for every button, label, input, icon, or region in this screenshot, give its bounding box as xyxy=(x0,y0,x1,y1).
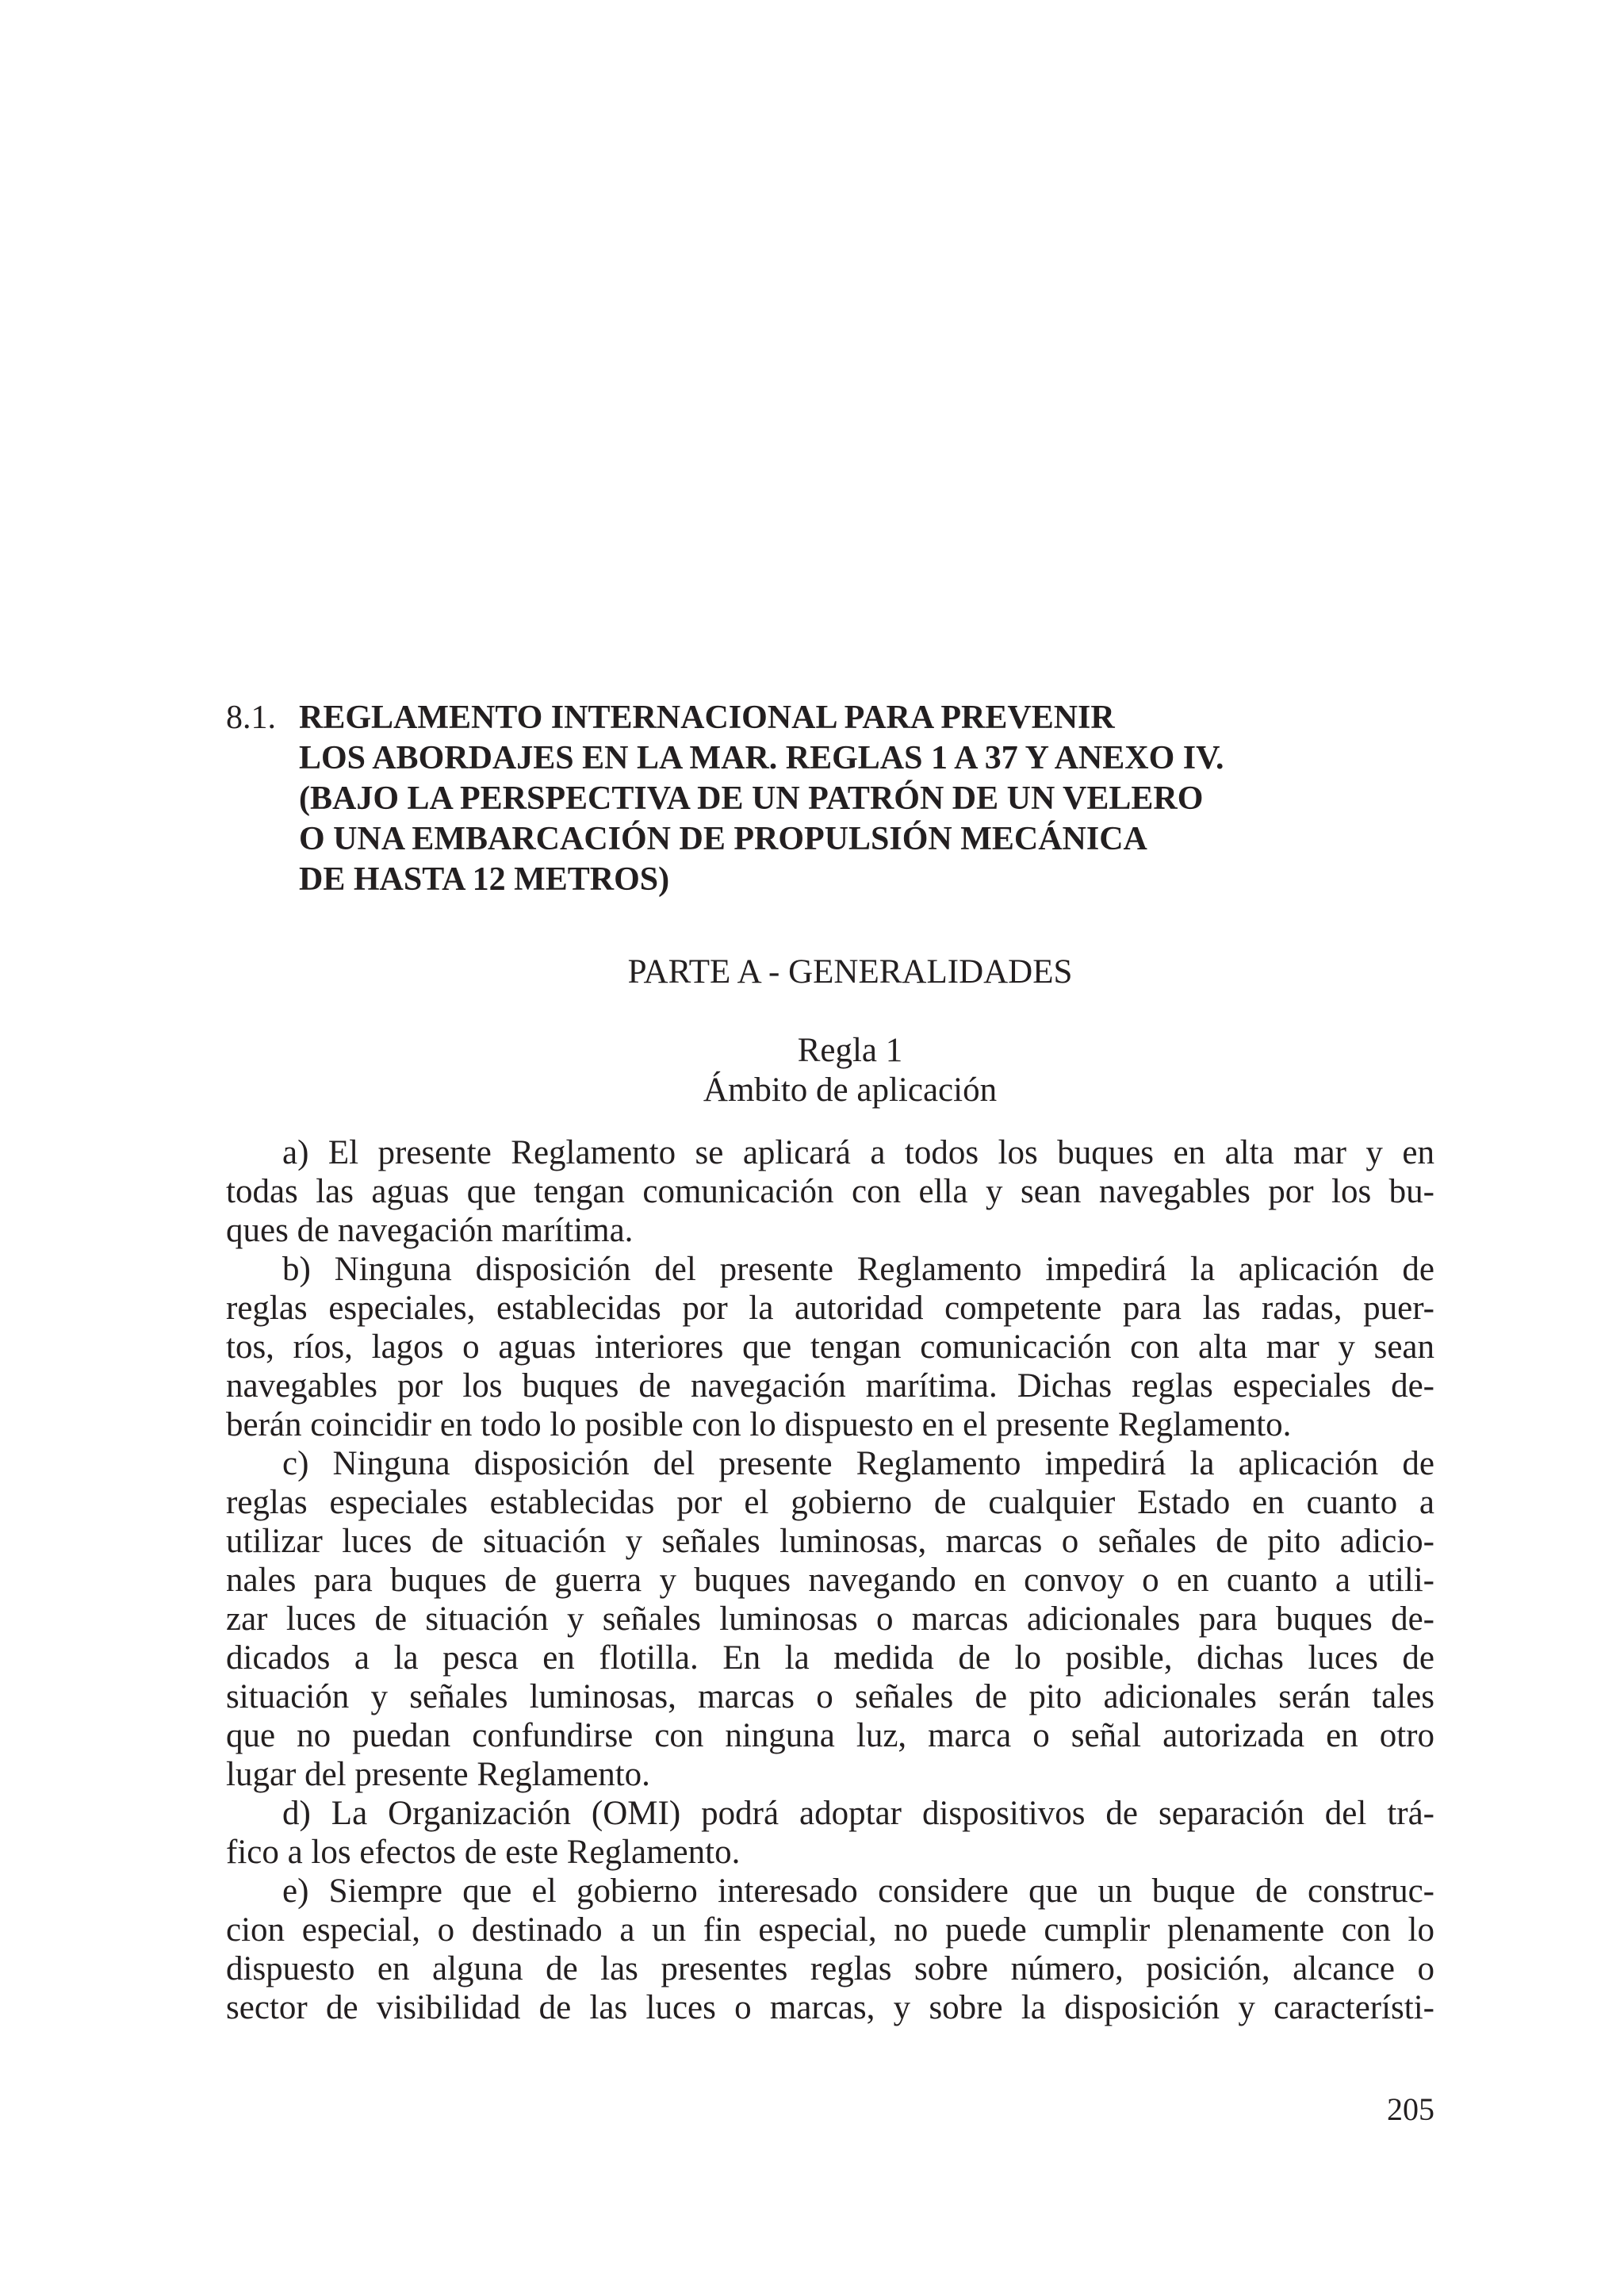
paragraph-line: sector de visibilidad de las luces o marcas, y sobre la disposición y característi- xyxy=(226,1989,1434,2026)
body-text xyxy=(226,1133,1434,2027)
rule-name: Ámbito de aplicación xyxy=(703,1071,998,1109)
paragraph-line: c) Ninguna disposición del presente Reglamento impedirá la aplicación de xyxy=(282,1445,1434,1482)
paragraph-line: utilizar luces de situación y señales luminosas, marcas o señales de pito adicio- xyxy=(226,1523,1434,1560)
section-title xyxy=(299,698,1441,900)
paragraph xyxy=(226,1133,1434,1250)
paragraph-line: situación y señales luminosas, marcas o señales de pito adicionales serán tales xyxy=(226,1678,1434,1715)
paragraph-line: dispuesto en alguna de las presentes reglas sobre número, posición, alcance o xyxy=(226,1950,1434,1987)
paragraph-line: nales para buques de guerra y buques navegando en convoy o en cuanto a utili- xyxy=(226,1562,1434,1599)
paragraph xyxy=(226,1250,1434,1444)
paragraph-line: fico a los efectos de este Reglamento. xyxy=(226,1834,741,1871)
paragraph-line: berán coincidir en todo lo posible con lo dispuesto en el presente Reglamento. xyxy=(226,1406,1292,1443)
paragraph-line: reglas especiales, establecidas por la autoridad competente para las radas, puer- xyxy=(226,1290,1434,1327)
rule-number: Regla 1 xyxy=(797,1032,903,1069)
section-title-line: (BAJO LA PERSPECTIVA DE UN PATRÓN DE UN VELERO xyxy=(299,780,1204,817)
paragraph-line: a) El presente Reglamento se aplicará a todos los buques en alta mar y en xyxy=(282,1134,1434,1171)
rule-title xyxy=(226,1031,1434,1110)
paragraph-line: lugar del presente Reglamento. xyxy=(226,1756,650,1793)
paragraph-line: todas las aguas que tengan comunicación con ella y sean navegables por los bu- xyxy=(226,1173,1434,1210)
section-title-line: DE HASTA 12 METROS) xyxy=(299,861,670,898)
paragraph-line: reglas especiales establecidas por el gobierno de cualquier Estado en cuanto a xyxy=(226,1484,1434,1521)
section-number: 8.1. xyxy=(226,700,276,736)
paragraph-line: tos, ríos, lagos o aguas interiores que tengan comunicación con alta mar y sean xyxy=(226,1328,1434,1366)
paragraph xyxy=(226,1444,1434,1794)
paragraph-line: que no puedan confundirse con ninguna luz, marca o señal autorizada en otro xyxy=(226,1717,1434,1754)
paragraph-line: ques de navegación marítima. xyxy=(226,1212,634,1249)
paragraph-line: e) Siempre que el gobierno interesado considere que un buque de construc- xyxy=(282,1872,1434,1910)
paragraph-line: cion especial, o destinado a un fin especial, no puede cumplir plenamente con lo xyxy=(226,1911,1434,1949)
paragraph-line: d) La Organización (OMI) podrá adoptar dispositivos de separación del trá- xyxy=(282,1795,1434,1832)
paragraph-line: dicados a la pesca en flotilla. En la medida de lo posible, dichas luces de xyxy=(226,1639,1434,1677)
paragraph-line: zar luces de situación y señales luminosas o marcas adicionales para buques de- xyxy=(226,1600,1434,1638)
section-title-line: REGLAMENTO INTERNACIONAL PARA PREVENIR xyxy=(299,700,1115,736)
page-number: 205 xyxy=(1387,2091,1434,2127)
part-title: PARTE A - GENERALIDADES xyxy=(627,953,1073,991)
section-title-line: LOS ABORDAJES EN LA MAR. REGLAS 1 A 37 Y ANEXO IV. xyxy=(299,740,1224,776)
paragraph-line: navegables por los buques de navegación marítima. Dichas reglas especiales de- xyxy=(226,1367,1434,1405)
section-title-line: O UNA EMBARCACIÓN DE PROPULSIÓN MECÁNICA xyxy=(299,821,1147,857)
paragraph-line: b) Ninguna disposición del presente Reglamento impedirá la aplicación de xyxy=(282,1251,1434,1288)
paragraph xyxy=(226,1872,1434,2027)
paragraph xyxy=(226,1794,1434,1872)
